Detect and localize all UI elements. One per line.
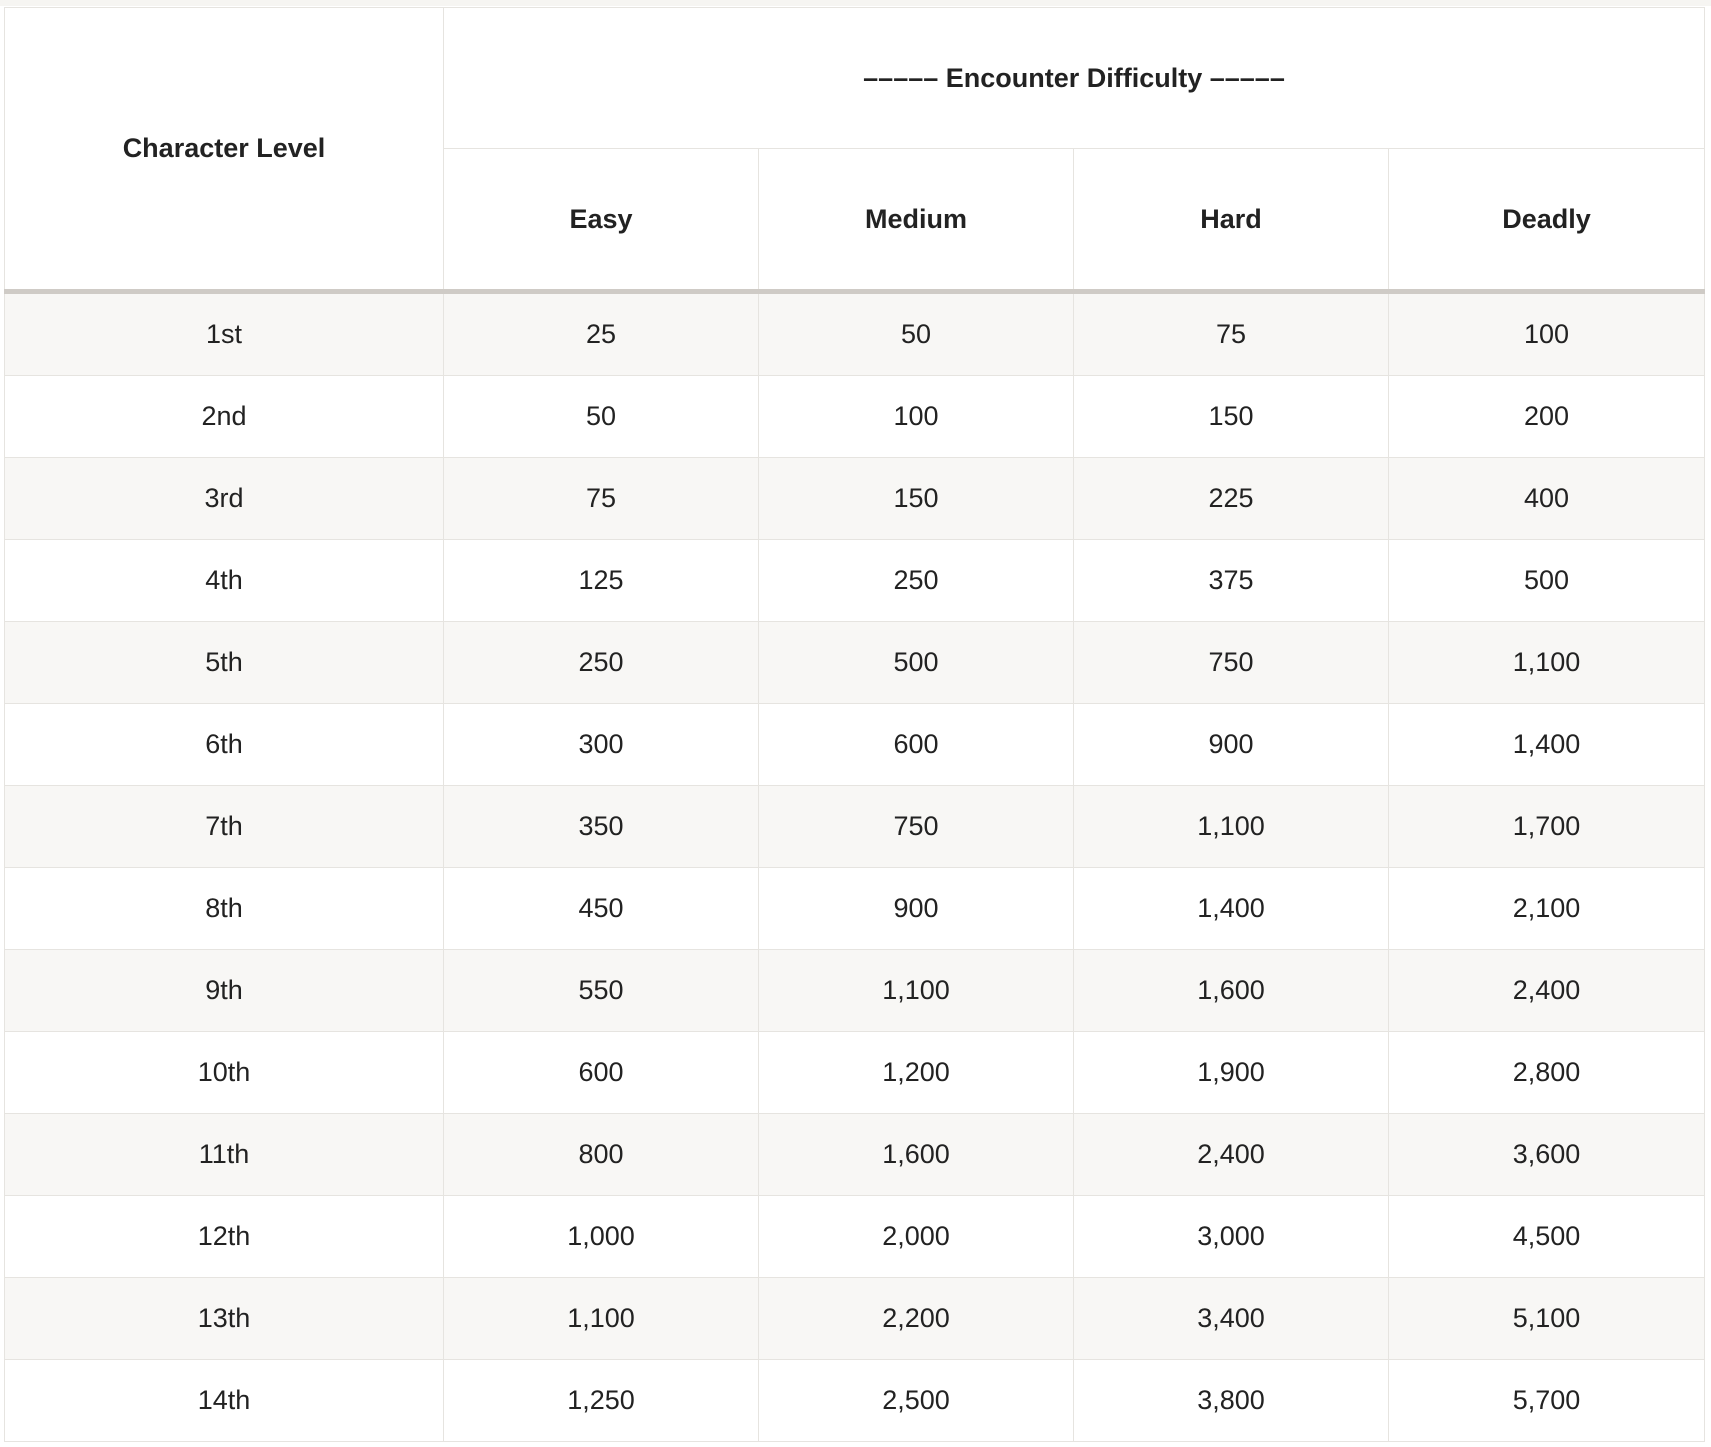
cell-hard-xp: 375 — [1074, 540, 1389, 622]
cell-easy-xp: 1,100 — [444, 1278, 759, 1360]
cell-deadly-xp: 1,100 — [1389, 622, 1705, 704]
cell-easy-xp: 800 — [444, 1114, 759, 1196]
table-row — [5, 458, 1705, 540]
cell-deadly-xp: 100 — [1389, 292, 1705, 376]
cell-character-level: 14th — [5, 1360, 444, 1442]
encounter-difficulty-table — [4, 7, 1705, 1442]
table-row — [5, 704, 1705, 786]
column-header-easy: Easy — [444, 149, 759, 292]
cell-hard-xp: 3,400 — [1074, 1278, 1389, 1360]
table-row — [5, 868, 1705, 950]
table-row — [5, 1360, 1705, 1442]
cell-hard-xp: 1,900 — [1074, 1032, 1389, 1114]
table-row — [5, 1196, 1705, 1278]
cell-easy-xp: 250 — [444, 622, 759, 704]
cell-medium-xp: 1,600 — [759, 1114, 1074, 1196]
cell-medium-xp: 2,000 — [759, 1196, 1074, 1278]
cell-easy-xp: 1,250 — [444, 1360, 759, 1442]
table-header — [5, 8, 1705, 292]
cell-hard-xp: 225 — [1074, 458, 1389, 540]
cell-medium-xp: 2,500 — [759, 1360, 1074, 1442]
column-header-medium: Medium — [759, 149, 1074, 292]
cell-easy-xp: 25 — [444, 292, 759, 376]
table-row — [5, 1278, 1705, 1360]
table-row — [5, 1032, 1705, 1114]
column-header-character-level: Character Level — [5, 8, 444, 292]
header-row-group — [5, 8, 1705, 149]
cell-character-level: 5th — [5, 622, 444, 704]
cell-deadly-xp: 5,700 — [1389, 1360, 1705, 1442]
cell-character-level: 10th — [5, 1032, 444, 1114]
top-strip — [0, 0, 1711, 6]
cell-hard-xp: 750 — [1074, 622, 1389, 704]
cell-medium-xp: 2,200 — [759, 1278, 1074, 1360]
cell-easy-xp: 550 — [444, 950, 759, 1032]
cell-hard-xp: 1,400 — [1074, 868, 1389, 950]
cell-deadly-xp: 2,800 — [1389, 1032, 1705, 1114]
cell-medium-xp: 1,100 — [759, 950, 1074, 1032]
cell-hard-xp: 3,800 — [1074, 1360, 1389, 1442]
cell-character-level: 13th — [5, 1278, 444, 1360]
cell-character-level: 11th — [5, 1114, 444, 1196]
cell-hard-xp: 1,100 — [1074, 786, 1389, 868]
cell-medium-xp: 500 — [759, 622, 1074, 704]
cell-deadly-xp: 1,700 — [1389, 786, 1705, 868]
table-row — [5, 540, 1705, 622]
cell-character-level: 8th — [5, 868, 444, 950]
cell-character-level: 6th — [5, 704, 444, 786]
table-row — [5, 622, 1705, 704]
column-header-hard: Hard — [1074, 149, 1389, 292]
table-row — [5, 376, 1705, 458]
cell-hard-xp: 2,400 — [1074, 1114, 1389, 1196]
table-row — [5, 292, 1705, 376]
cell-hard-xp: 900 — [1074, 704, 1389, 786]
cell-medium-xp: 1,200 — [759, 1032, 1074, 1114]
column-header-deadly: Deadly — [1389, 149, 1705, 292]
cell-easy-xp: 300 — [444, 704, 759, 786]
group-header-encounter-difficulty: ––––– Encounter Difficulty ––––– — [444, 8, 1705, 149]
cell-deadly-xp: 500 — [1389, 540, 1705, 622]
cell-medium-xp: 250 — [759, 540, 1074, 622]
cell-easy-xp: 600 — [444, 1032, 759, 1114]
cell-deadly-xp: 5,100 — [1389, 1278, 1705, 1360]
cell-deadly-xp: 400 — [1389, 458, 1705, 540]
cell-deadly-xp: 2,400 — [1389, 950, 1705, 1032]
cell-medium-xp: 750 — [759, 786, 1074, 868]
cell-deadly-xp: 4,500 — [1389, 1196, 1705, 1278]
table-row — [5, 950, 1705, 1032]
cell-easy-xp: 1,000 — [444, 1196, 759, 1278]
cell-easy-xp: 50 — [444, 376, 759, 458]
cell-easy-xp: 450 — [444, 868, 759, 950]
cell-hard-xp: 1,600 — [1074, 950, 1389, 1032]
cell-character-level: 1st — [5, 292, 444, 376]
cell-hard-xp: 75 — [1074, 292, 1389, 376]
table-body — [5, 292, 1705, 1442]
cell-medium-xp: 600 — [759, 704, 1074, 786]
cell-deadly-xp: 3,600 — [1389, 1114, 1705, 1196]
table-row — [5, 786, 1705, 868]
cell-easy-xp: 350 — [444, 786, 759, 868]
cell-hard-xp: 150 — [1074, 376, 1389, 458]
cell-character-level: 9th — [5, 950, 444, 1032]
cell-character-level: 12th — [5, 1196, 444, 1278]
cell-deadly-xp: 2,100 — [1389, 868, 1705, 950]
table-row — [5, 1114, 1705, 1196]
cell-hard-xp: 3,000 — [1074, 1196, 1389, 1278]
cell-medium-xp: 900 — [759, 868, 1074, 950]
cell-medium-xp: 50 — [759, 292, 1074, 376]
cell-medium-xp: 150 — [759, 458, 1074, 540]
cell-character-level: 7th — [5, 786, 444, 868]
cell-character-level: 2nd — [5, 376, 444, 458]
cell-deadly-xp: 1,400 — [1389, 704, 1705, 786]
cell-easy-xp: 125 — [444, 540, 759, 622]
cell-character-level: 4th — [5, 540, 444, 622]
cell-character-level: 3rd — [5, 458, 444, 540]
cell-easy-xp: 75 — [444, 458, 759, 540]
cell-deadly-xp: 200 — [1389, 376, 1705, 458]
cell-medium-xp: 100 — [759, 376, 1074, 458]
